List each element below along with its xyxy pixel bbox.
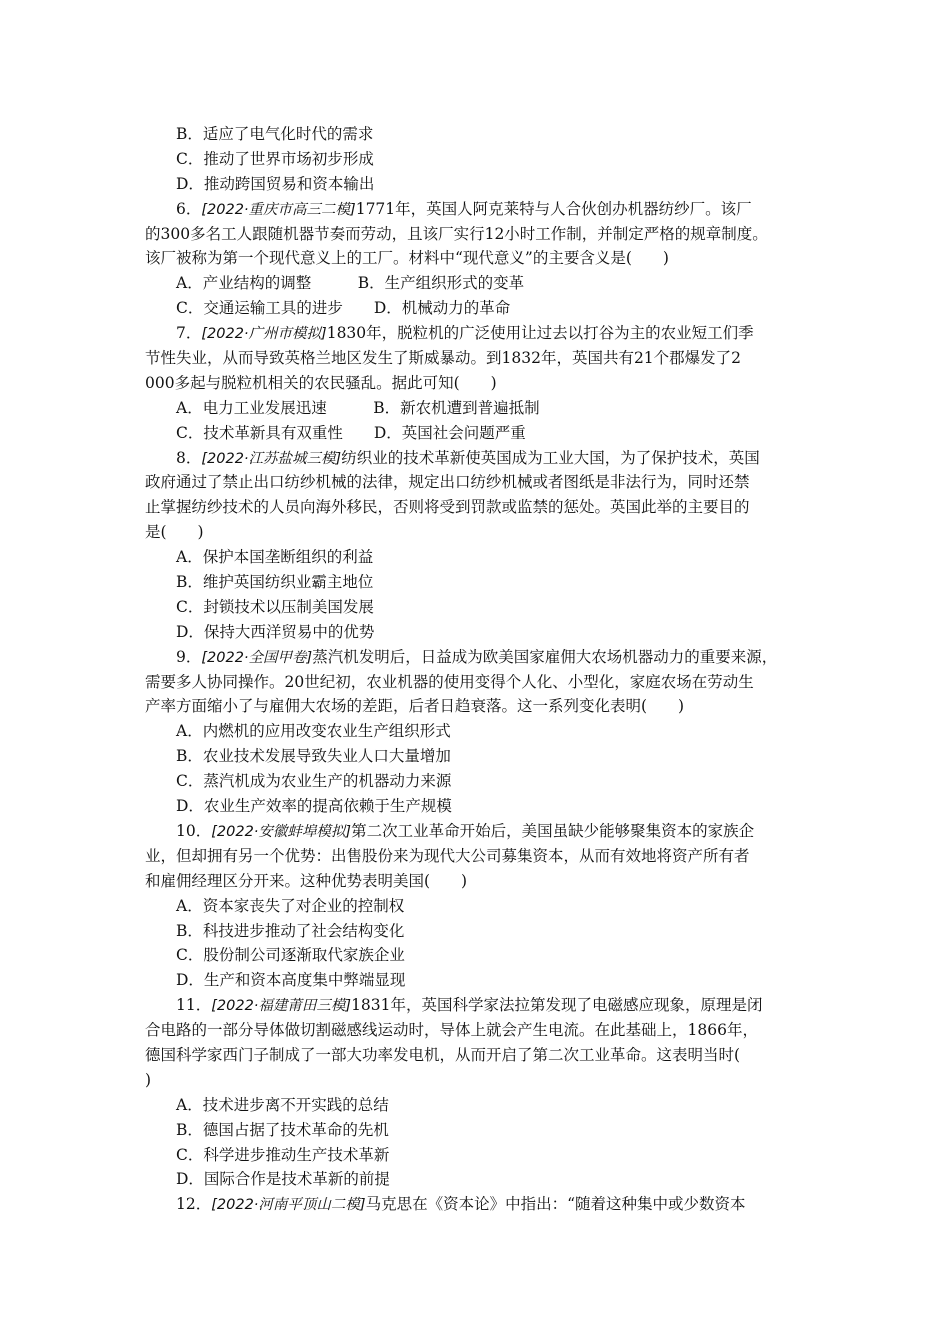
q10-line-2: 业，但却拥有另一个优势：出售股份来为现代大公司募集资本，从而有效地将资产所有者 xyxy=(145,846,750,865)
q8-source: [2022·江苏盐城三模] xyxy=(201,450,342,467)
q6-line-3: 该厂被称为第一个现代意义上的工厂。材料中“现代意义”的主要含义是( ) xyxy=(145,249,669,268)
q8-line-2: 政府通过了禁止出口纺纱机械的法律，规定出口纺纱机械或者图纸是非法行为，同时还禁 xyxy=(145,473,750,492)
q9-line-3: 产率方面缩小了与雇佣大农场的差距，后者日趋衰落。这一系列变化表明( ) xyxy=(145,697,685,716)
q6-options-ab: A．产业结构的调整 B．生产组织形式的变革 xyxy=(176,274,525,293)
q8-text-1: 纺织业的技术革新使英国成为工业大国，为了保护技术，英国 xyxy=(341,448,760,467)
q12-number: 12． xyxy=(176,1195,212,1214)
q10-line-3: 和雇佣经理区分开来。这种优势表明美国( ) xyxy=(145,871,468,890)
q11-option-b: B．德国占据了技术革命的先机 xyxy=(176,1120,389,1139)
q11-number: 11． xyxy=(176,996,212,1015)
q10-text-1: 第二次工业革命开始后，美国虽缺少能够聚集资本的家族企 xyxy=(351,821,755,840)
q8-line-3: 止掌握纺纱技术的人员向海外移民，否则将受到罚款或监禁的惩处。英国此举的主要目的 xyxy=(145,498,750,517)
q10-option-b: B．科技进步推动了社会结构变化 xyxy=(176,921,405,940)
q6-line-1 xyxy=(145,197,810,222)
q10-number: 10． xyxy=(176,821,212,840)
q7-line-2: 节性失业，从而导致英格兰地区发生了斯威暴动。到1832年，英国共有21个郡爆发了2 xyxy=(145,349,742,368)
q9-option-c: C．蒸汽机成为农业生产的机器动力来源 xyxy=(176,772,452,791)
q7-options-ab: A．电力工业发展迅速 B．新农机遭到普遍抵制 xyxy=(176,398,540,417)
q11-text-1: 1831年，英国科学家法拉第发现了电磁感应现象，原理是闭 xyxy=(351,996,763,1015)
document-page xyxy=(145,122,810,1217)
q6-source: [2022·重庆市高三二模] xyxy=(201,201,356,218)
q11-option-a: A．技术进步离不开实践的总结 xyxy=(176,1095,389,1114)
q12-text-1: 马克思在《资本论》中指出：“随着这种集中或少数资本 xyxy=(365,1195,746,1214)
q10-option-c: C．股份制公司逐渐取代家族企业 xyxy=(176,946,405,965)
q8-option-a: A．保护本国垄断组织的利益 xyxy=(176,548,374,567)
q11-line-1 xyxy=(145,993,810,1018)
q8-option-d: D．保持大西洋贸易中的优势 xyxy=(176,622,375,641)
q7-number: 7． xyxy=(176,324,202,343)
q8-number: 8． xyxy=(176,448,202,467)
q11-option-d: D．国际合作是技术革新的前提 xyxy=(176,1170,390,1189)
q9-option-b: B．农业技术发展导致失业人口大量增加 xyxy=(176,747,451,766)
q9-line-1 xyxy=(145,645,810,670)
q7-line-1 xyxy=(145,321,810,346)
q6-number: 6． xyxy=(176,199,202,218)
q11-source: [2022·福建莆田三模] xyxy=(211,998,352,1015)
q9-option-d: D．农业生产效率的提高依赖于生产规模 xyxy=(176,797,452,816)
q8-line-1 xyxy=(145,446,810,471)
q9-number: 9． xyxy=(176,647,202,666)
q7-source: [2022·广州市模拟] xyxy=(201,326,327,343)
q12-line-1 xyxy=(145,1192,810,1217)
q5-option-c: C．推动了世界市场初步形成 xyxy=(176,149,374,168)
q7-text-1: 1830年，脱粒机的广泛使用让过去以打谷为主的农业短工们季 xyxy=(326,324,754,343)
q6-line-2: 的300多名工人跟随机器节奏而劳动，且该厂实行12小时工作制，并制定严格的规章制度。 xyxy=(145,224,768,243)
q9-source: [2022·全国甲卷] xyxy=(201,649,313,666)
q12-source: [2022·河南平顶山二模] xyxy=(211,1197,366,1214)
q10-source: [2022·安徽蚌埠模拟] xyxy=(211,823,352,840)
q11-option-c: C．科学进步推动生产技术革新 xyxy=(176,1145,390,1164)
q11-line-3: 德国科学家西门子制成了一部大功率发电机，从而开启了第二次工业革命。这表明当时( xyxy=(145,1045,741,1064)
q6-text-1: 1771年，英国人阿克莱特与人合伙创办机器纺纱厂。该厂 xyxy=(355,199,752,218)
q9-line-2: 需要多人协同操作。20世纪初，农业机器的使用变得个人化、小型化，家庭农场在劳动生 xyxy=(145,672,754,691)
q9-text-1: 蒸汽机发明后，日益成为欧美国家雇佣大农场机器动力的重要来源， xyxy=(312,647,778,666)
q6-options-cd: C．交通运输工具的进步 D．机械动力的革命 xyxy=(176,299,511,318)
q10-option-a: A．资本家丧失了对企业的控制权 xyxy=(176,896,405,915)
q7-options-cd: C．技术革新具有双重性 D．英国社会问题严重 xyxy=(176,423,526,442)
q11-line-2: 合电路的一部分导体做切割磁感线运动时，导体上就会产生电流。在此基础上，1866年， xyxy=(145,1021,758,1040)
q7-line-3: 000多起与脱粒机相关的农民骚乱。据此可知( ) xyxy=(145,373,497,392)
q8-line-4: 是( ) xyxy=(145,523,204,542)
q8-option-c: C．封锁技术以压制美国发展 xyxy=(176,597,374,616)
q9-option-a: A．内燃机的应用改变农业生产组织形式 xyxy=(176,722,451,741)
q11-line-4: ) xyxy=(145,1070,152,1089)
q10-option-d: D．生产和资本高度集中弊端显现 xyxy=(176,971,406,990)
q10-line-1 xyxy=(145,819,810,844)
q5-option-d: D．推动跨国贸易和资本输出 xyxy=(176,174,375,193)
q8-option-b: B．维护英国纺织业霸主地位 xyxy=(176,573,374,592)
q5-option-b: B．适应了电气化时代的需求 xyxy=(176,125,374,143)
